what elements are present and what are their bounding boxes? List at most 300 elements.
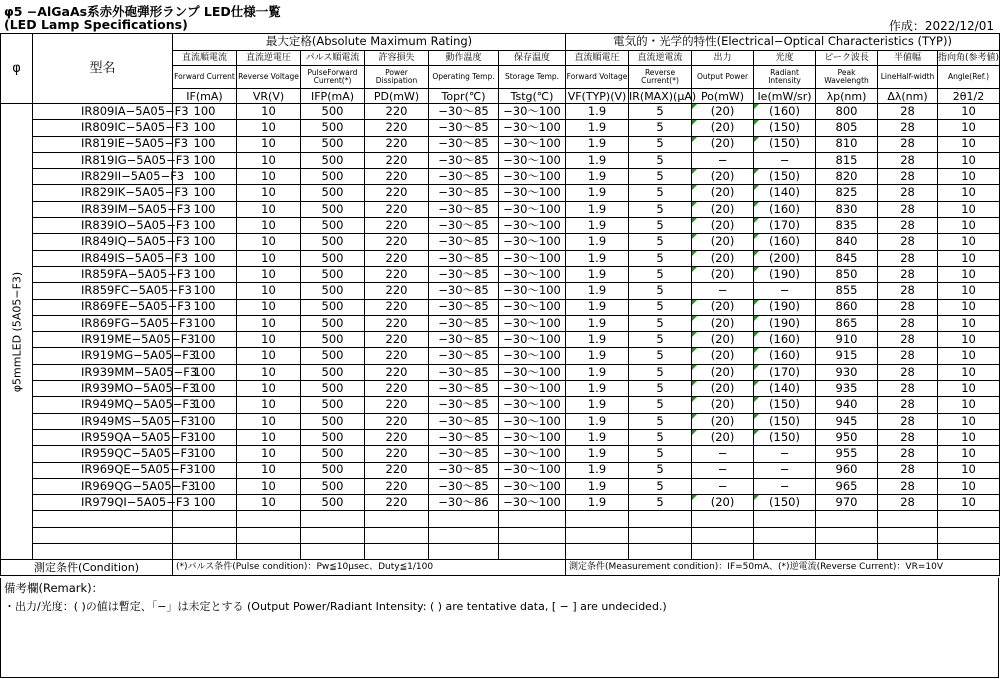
table-row xyxy=(1,364,1000,380)
value-cell: 810 xyxy=(816,136,878,152)
value-cell: −30〜100 xyxy=(499,332,566,348)
empty-cell xyxy=(429,544,499,560)
value-cell: (20) xyxy=(692,299,754,315)
value-cell: −30〜100 xyxy=(499,413,566,429)
model-name-cell: IR969QE−5A05−F3 xyxy=(33,462,173,478)
value-cell: −30〜100 xyxy=(499,478,566,494)
value-cell: 10 xyxy=(938,332,1000,348)
value-cell: 5 xyxy=(629,397,692,413)
value-cell: −30〜85 xyxy=(429,218,499,234)
value-cell: 5 xyxy=(629,364,692,380)
value-cell: 28 xyxy=(878,413,938,429)
header-en-cell: Forward Current xyxy=(173,66,237,89)
value-cell: − xyxy=(692,478,754,494)
header-en-cell: Reverse Voltage xyxy=(237,66,301,89)
value-cell: (20) xyxy=(692,136,754,152)
empty-cell xyxy=(301,544,365,560)
value-cell: 28 xyxy=(878,136,938,152)
page-subtitle: (LED Lamp Specifications) xyxy=(4,17,188,32)
value-cell: 100 xyxy=(173,413,237,429)
model-name-cell: IR869FE−5A05−F3 xyxy=(33,299,173,315)
value-cell: 10 xyxy=(938,136,1000,152)
value-cell: 100 xyxy=(173,315,237,331)
value-cell: −30〜85 xyxy=(429,250,499,266)
empty-cell xyxy=(816,527,878,543)
value-cell: −30〜100 xyxy=(499,397,566,413)
value-cell: 500 xyxy=(301,234,365,250)
value-cell: −30〜85 xyxy=(429,266,499,282)
value-cell: − xyxy=(754,152,816,168)
table-row xyxy=(1,250,1000,266)
value-cell: 930 xyxy=(816,364,878,380)
value-cell: (190) xyxy=(754,299,816,315)
model-name-cell: IR959QA−5A05−F3 xyxy=(33,429,173,445)
value-cell: 100 xyxy=(173,299,237,315)
value-cell: 5 xyxy=(629,201,692,217)
table-row xyxy=(1,152,1000,168)
value-cell: (150) xyxy=(754,429,816,445)
empty-cell xyxy=(365,511,429,527)
empty-cell xyxy=(629,527,692,543)
value-cell: 500 xyxy=(301,495,365,511)
value-cell: 28 xyxy=(878,250,938,266)
value-cell: (20) xyxy=(692,348,754,364)
condition-label: 測定条件(Condition) xyxy=(1,560,173,576)
remark-title: 備考欄(Remark)： xyxy=(4,581,104,595)
value-cell: 5 xyxy=(629,462,692,478)
value-cell: (20) xyxy=(692,185,754,201)
value-cell: − xyxy=(692,462,754,478)
empty-cell xyxy=(237,544,301,560)
empty-cell xyxy=(754,544,816,560)
value-cell: 28 xyxy=(878,429,938,445)
value-cell: 10 xyxy=(938,234,1000,250)
value-cell: 100 xyxy=(173,185,237,201)
value-cell: 10 xyxy=(237,169,301,185)
value-cell: −30〜100 xyxy=(499,218,566,234)
value-cell: 1.9 xyxy=(566,495,629,511)
value-cell: (150) xyxy=(754,120,816,136)
value-cell: 100 xyxy=(173,364,237,380)
value-cell: 10 xyxy=(237,446,301,462)
header-en-cell: Operating Temp. xyxy=(429,66,499,89)
value-cell: 1.9 xyxy=(566,446,629,462)
header-symbol-cell: VF(TYP)(V) xyxy=(566,89,629,104)
value-cell: 220 xyxy=(365,234,429,250)
value-cell: 28 xyxy=(878,120,938,136)
value-cell: 5 xyxy=(629,136,692,152)
value-cell: 10 xyxy=(938,283,1000,299)
table-row xyxy=(1,315,1000,331)
value-cell: 910 xyxy=(816,332,878,348)
value-cell: 10 xyxy=(938,152,1000,168)
empty-cell xyxy=(499,511,566,527)
value-cell: 10 xyxy=(237,332,301,348)
value-cell: 10 xyxy=(237,266,301,282)
value-cell: 100 xyxy=(173,266,237,282)
model-name-cell: IR859FA−5A05−F3 xyxy=(33,266,173,282)
value-cell: 10 xyxy=(237,201,301,217)
value-cell: 5 xyxy=(629,381,692,397)
value-cell: − xyxy=(754,478,816,494)
value-cell: 10 xyxy=(938,201,1000,217)
header-jp-cell: 動作温度 xyxy=(429,51,499,66)
value-cell: 10 xyxy=(938,364,1000,380)
value-cell: −30〜85 xyxy=(429,283,499,299)
model-name-cell: IR829IK−5A05−F3 xyxy=(33,185,173,201)
value-cell: 220 xyxy=(365,169,429,185)
empty-cell xyxy=(692,511,754,527)
empty-row xyxy=(1,527,1000,543)
value-cell: − xyxy=(692,283,754,299)
value-cell: 100 xyxy=(173,348,237,364)
model-name-cell: IR859FC−5A05−F3 xyxy=(33,283,173,299)
absolute-max-rating-header: 最大定格(Absolute Maximum Rating) xyxy=(173,34,566,51)
value-cell: −30〜85 xyxy=(429,120,499,136)
empty-cell xyxy=(878,544,938,560)
value-cell: 220 xyxy=(365,429,429,445)
header-en-cell: Power Dissipation xyxy=(365,66,429,89)
value-cell: 915 xyxy=(816,348,878,364)
value-cell: −30〜100 xyxy=(499,348,566,364)
value-cell: 500 xyxy=(301,283,365,299)
header-symbol-cell: PD(mW) xyxy=(365,89,429,104)
empty-cell xyxy=(816,511,878,527)
value-cell: 10 xyxy=(237,478,301,494)
empty-cell xyxy=(33,527,173,543)
header-en-cell: Forward Voltage xyxy=(566,66,629,89)
value-cell: 830 xyxy=(816,201,878,217)
value-cell: −30〜100 xyxy=(499,364,566,380)
value-cell: 220 xyxy=(365,299,429,315)
value-cell: 220 xyxy=(365,462,429,478)
value-cell: 28 xyxy=(878,266,938,282)
value-cell: 100 xyxy=(173,462,237,478)
value-cell: −30〜100 xyxy=(499,283,566,299)
value-cell: (150) xyxy=(754,495,816,511)
value-cell: 500 xyxy=(301,364,365,380)
value-cell: 5 xyxy=(629,120,692,136)
value-cell: 1.9 xyxy=(566,185,629,201)
value-cell: (20) xyxy=(692,397,754,413)
value-cell: −30〜100 xyxy=(499,152,566,168)
value-cell: −30〜85 xyxy=(429,315,499,331)
value-cell: −30〜85 xyxy=(429,299,499,315)
value-cell: 220 xyxy=(365,218,429,234)
value-cell: 945 xyxy=(816,413,878,429)
table-row xyxy=(1,136,1000,152)
value-cell: (20) xyxy=(692,104,754,120)
value-cell: −30〜100 xyxy=(499,462,566,478)
value-cell: (20) xyxy=(692,381,754,397)
value-cell: (170) xyxy=(754,364,816,380)
value-cell: −30〜100 xyxy=(499,136,566,152)
value-cell: 500 xyxy=(301,104,365,120)
value-cell: 220 xyxy=(365,283,429,299)
header-jp-cell: 指向角(参考値) xyxy=(938,51,1000,66)
value-cell: (20) xyxy=(692,495,754,511)
value-cell: 220 xyxy=(365,332,429,348)
value-cell: −30〜100 xyxy=(499,104,566,120)
empty-cell xyxy=(33,544,173,560)
value-cell: 5 xyxy=(629,218,692,234)
value-cell: 10 xyxy=(237,315,301,331)
value-cell: 220 xyxy=(365,136,429,152)
value-cell: 100 xyxy=(173,136,237,152)
value-cell: (160) xyxy=(754,234,816,250)
empty-cell xyxy=(629,544,692,560)
table-row xyxy=(1,495,1000,511)
value-cell: 940 xyxy=(816,397,878,413)
table-row xyxy=(1,429,1000,445)
value-cell: 28 xyxy=(878,478,938,494)
phi-header: φ xyxy=(1,34,33,104)
value-cell: 220 xyxy=(365,446,429,462)
value-cell: 28 xyxy=(878,152,938,168)
empty-cell xyxy=(566,544,629,560)
value-cell: 220 xyxy=(365,104,429,120)
table-row xyxy=(1,446,1000,462)
model-name-cell: IR819IE−5A05−F3 xyxy=(33,136,173,152)
value-cell: 28 xyxy=(878,381,938,397)
value-cell: (150) xyxy=(754,397,816,413)
value-cell: −30〜85 xyxy=(429,364,499,380)
value-cell: 800 xyxy=(816,104,878,120)
value-cell: −30〜100 xyxy=(499,381,566,397)
value-cell: 100 xyxy=(173,201,237,217)
value-cell: 10 xyxy=(938,315,1000,331)
value-cell: 1.9 xyxy=(566,299,629,315)
value-cell: −30〜85 xyxy=(429,332,499,348)
value-cell: − xyxy=(754,283,816,299)
electrical-optical-header: 電気的・光学的特性(Electrical−Optical Characteristics (TYP)) xyxy=(566,34,1000,51)
value-cell: −30〜85 xyxy=(429,348,499,364)
value-cell: 500 xyxy=(301,218,365,234)
header-en-cell: Radiant Intensity xyxy=(754,66,816,89)
empty-cell xyxy=(301,527,365,543)
value-cell: 1.9 xyxy=(566,283,629,299)
value-cell: −30〜100 xyxy=(499,169,566,185)
value-cell: 960 xyxy=(816,462,878,478)
header-symbol-cell: λp(nm) xyxy=(816,89,878,104)
value-cell: 10 xyxy=(237,381,301,397)
value-cell: 1.9 xyxy=(566,266,629,282)
empty-cell xyxy=(173,511,237,527)
value-cell: 28 xyxy=(878,446,938,462)
value-cell: 10 xyxy=(237,397,301,413)
value-cell: (160) xyxy=(754,348,816,364)
empty-cell xyxy=(173,527,237,543)
value-cell: − xyxy=(754,446,816,462)
model-name-cell: IR849IQ−5A05−F3 xyxy=(33,234,173,250)
table-row xyxy=(1,201,1000,217)
value-cell: (190) xyxy=(754,266,816,282)
value-cell: − xyxy=(754,462,816,478)
value-cell: 220 xyxy=(365,397,429,413)
header-symbol-cell: VR(V) xyxy=(237,89,301,104)
value-cell: 855 xyxy=(816,283,878,299)
header-en-cell: Angle(Ref.) xyxy=(938,66,1000,89)
value-cell: 100 xyxy=(173,169,237,185)
value-cell: 10 xyxy=(938,169,1000,185)
value-cell: 10 xyxy=(938,429,1000,445)
header-symbol-cell: IR(MAX)(μA) xyxy=(629,89,697,103)
value-cell: (140) xyxy=(754,185,816,201)
value-cell: 500 xyxy=(301,397,365,413)
value-cell: (150) xyxy=(754,413,816,429)
value-cell: − xyxy=(692,152,754,168)
value-cell: −30〜85 xyxy=(429,169,499,185)
value-cell: 5 xyxy=(629,429,692,445)
header-en-cell: Storage Temp. xyxy=(499,66,566,89)
value-cell: 100 xyxy=(173,478,237,494)
value-cell: 100 xyxy=(173,104,237,120)
value-cell: (20) xyxy=(692,234,754,250)
value-cell: 100 xyxy=(173,429,237,445)
value-cell: 5 xyxy=(629,478,692,494)
value-cell: 10 xyxy=(938,266,1000,282)
model-name-cell: IR979QI−5A05−F3 xyxy=(33,495,173,511)
table-row xyxy=(1,462,1000,478)
value-cell: 28 xyxy=(878,348,938,364)
model-name-cell: IR949MS−5A05−F3 xyxy=(33,413,173,429)
value-cell: (20) xyxy=(692,218,754,234)
table-row xyxy=(1,120,1000,136)
value-cell: 5 xyxy=(629,250,692,266)
value-cell: −30〜85 xyxy=(429,397,499,413)
empty-cell xyxy=(499,527,566,543)
value-cell: −30〜100 xyxy=(499,185,566,201)
empty-cell xyxy=(429,511,499,527)
table-row xyxy=(1,234,1000,250)
value-cell: 1.9 xyxy=(566,250,629,266)
value-cell: (20) xyxy=(692,120,754,136)
value-cell: 500 xyxy=(301,136,365,152)
value-cell: 220 xyxy=(365,478,429,494)
value-cell: (20) xyxy=(692,315,754,331)
value-cell: 1.9 xyxy=(566,136,629,152)
value-cell: (150) xyxy=(754,169,816,185)
value-cell: 220 xyxy=(365,413,429,429)
value-cell: −30〜85 xyxy=(429,478,499,494)
value-cell: 1.9 xyxy=(566,397,629,413)
value-cell: 10 xyxy=(938,413,1000,429)
value-cell: 28 xyxy=(878,364,938,380)
condition-row xyxy=(1,560,1000,576)
value-cell: −30〜100 xyxy=(499,429,566,445)
value-cell: (160) xyxy=(754,332,816,348)
table-row xyxy=(1,478,1000,494)
table-row xyxy=(1,413,1000,429)
value-cell: 1.9 xyxy=(566,169,629,185)
value-cell: 28 xyxy=(878,169,938,185)
empty-cell xyxy=(301,511,365,527)
model-name-cell: IR919ME−5A05−F3 xyxy=(33,332,173,348)
value-cell: 5 xyxy=(629,104,692,120)
value-cell: 935 xyxy=(816,381,878,397)
empty-cell xyxy=(629,511,692,527)
value-cell: 865 xyxy=(816,315,878,331)
value-cell: 965 xyxy=(816,478,878,494)
value-cell: 10 xyxy=(938,397,1000,413)
value-cell: 1.9 xyxy=(566,381,629,397)
value-cell: 10 xyxy=(237,462,301,478)
value-cell: 100 xyxy=(173,495,237,511)
header-jp-cell: 直流順電流 xyxy=(173,51,237,66)
value-cell: 100 xyxy=(173,218,237,234)
empty-cell xyxy=(754,511,816,527)
value-cell: 100 xyxy=(173,446,237,462)
header-jp-cell: 保存温度 xyxy=(499,51,566,66)
value-cell: 815 xyxy=(816,152,878,168)
value-cell: 100 xyxy=(173,120,237,136)
value-cell: −30〜85 xyxy=(429,104,499,120)
remark-box xyxy=(0,578,999,678)
value-cell: 100 xyxy=(173,381,237,397)
value-cell: 5 xyxy=(629,495,692,511)
value-cell: 500 xyxy=(301,169,365,185)
value-cell: −30〜100 xyxy=(499,446,566,462)
value-cell: 10 xyxy=(237,413,301,429)
value-cell: 220 xyxy=(365,495,429,511)
value-cell: −30〜100 xyxy=(499,120,566,136)
value-cell: −30〜85 xyxy=(429,446,499,462)
value-cell: 28 xyxy=(878,104,938,120)
table-row xyxy=(1,169,1000,185)
table-row xyxy=(1,397,1000,413)
empty-cell xyxy=(33,511,173,527)
value-cell: (170) xyxy=(754,218,816,234)
value-cell: 1.9 xyxy=(566,104,629,120)
value-cell: 220 xyxy=(365,315,429,331)
value-cell: 1.9 xyxy=(566,429,629,445)
model-name-cell: IR949MQ−5A05−F3 xyxy=(33,397,173,413)
value-cell: 10 xyxy=(237,218,301,234)
product-group-text: φ5mmLED (5A05−F3) xyxy=(10,271,23,392)
header-jp-cell: 出力 xyxy=(692,51,754,66)
value-cell: (200) xyxy=(754,250,816,266)
value-cell: 10 xyxy=(938,381,1000,397)
value-cell: (20) xyxy=(692,332,754,348)
spec-table xyxy=(0,33,1000,576)
value-cell: (20) xyxy=(692,201,754,217)
value-cell: 1.9 xyxy=(566,413,629,429)
header-group-row xyxy=(1,34,1000,51)
header-jp-cell: 許容損失 xyxy=(365,51,429,66)
empty-cell xyxy=(429,527,499,543)
value-cell: (20) xyxy=(692,266,754,282)
empty-cell xyxy=(938,544,1000,560)
value-cell: 28 xyxy=(878,283,938,299)
table-row xyxy=(1,218,1000,234)
empty-row xyxy=(1,511,1000,527)
value-cell: 10 xyxy=(938,250,1000,266)
empty-cell xyxy=(938,511,1000,527)
value-cell: −30〜85 xyxy=(429,185,499,201)
value-cell: 825 xyxy=(816,185,878,201)
model-name-cell: IR939MM−5A05−F3 xyxy=(33,364,173,380)
measurement-condition: 測定条件(Measurement condition)：IF=50mA、(*)逆電流(Reverse Current)：VR=10V xyxy=(566,560,1000,576)
value-cell: 28 xyxy=(878,495,938,511)
value-cell: − xyxy=(692,446,754,462)
value-cell: 5 xyxy=(629,446,692,462)
creation-date: 作成：2022/12/01 xyxy=(888,19,994,33)
value-cell: 10 xyxy=(938,462,1000,478)
value-cell: 500 xyxy=(301,120,365,136)
value-cell: 850 xyxy=(816,266,878,282)
model-name-cell: IR809IA−5A05−F3 xyxy=(33,104,173,120)
empty-cell xyxy=(237,511,301,527)
